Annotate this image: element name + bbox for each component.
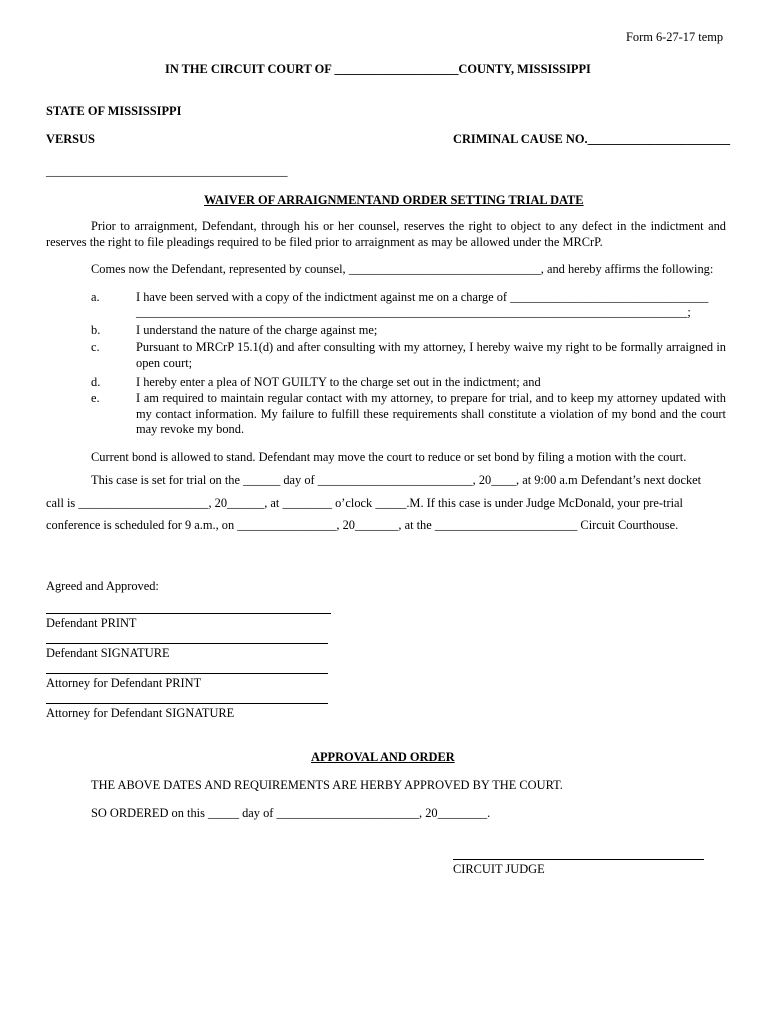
attorney-signature-label: Attorney for Defendant SIGNATURE <box>46 706 235 720</box>
court-heading: IN THE CIRCUIT COURT OF ____________________COUNTY, MISSISSIPPI <box>165 62 591 76</box>
paragraph-counsel: Comes now the Defendant, represented by counsel, _______________________________, and hereby affirms the following: <box>91 262 714 276</box>
versus-label: VERSUS <box>46 132 95 146</box>
signature-line-defendant-signature[interactable] <box>46 643 328 644</box>
item-label-b: b. <box>91 323 101 337</box>
signature-line-defendant-print[interactable] <box>46 613 331 614</box>
paragraph-reservation: Prior to arraignment, Defendant, through his or her counsel, reserves the right to object to any defect in the indictment and reserves the right to file pleadings required to be filed prior to arraignment as may be allowed under the MRCrP. <box>46 219 726 249</box>
item-text-d: I hereby enter a plea of NOT GUILTY to the charge set out in the indictment; and <box>136 375 541 389</box>
trial-line-1: This case is set for trial on the ______ day of _________________________, 20____, at 9:00 a.m Defendant’s next docket <box>91 473 702 487</box>
defendant-signature-label: Defendant SIGNATURE <box>46 646 170 660</box>
signature-line-attorney-print[interactable] <box>46 673 328 674</box>
trial-line-3: conference is scheduled for 9 a.m., on ________________, 20_______, at the _______________________ Circuit Courthouse. <box>46 518 679 532</box>
judge-signature-line[interactable] <box>453 859 704 860</box>
item-text-c: Pursuant to MRCrP 15.1(d) and after consulting with my attorney, I hereby waive my right to be formally arraigned in open court; <box>136 340 726 370</box>
item-label-d: d. <box>91 375 101 389</box>
item-label-a: a. <box>91 290 100 304</box>
agreed-approved-label: Agreed and Approved: <box>46 579 159 593</box>
document-title: WAIVER OF ARRAIGNMENTAND ORDER SETTING TRIAL DATE <box>204 193 584 207</box>
approval-order-title: APPROVAL AND ORDER <box>311 750 455 764</box>
criminal-cause-number: CRIMINAL CAUSE NO._______________________ <box>453 132 731 146</box>
trial-line-2: call is _____________________, 20______, at ________ o’clock _____.M. If this case is under Judge McDonald, your pre-trial <box>46 496 683 510</box>
bond-paragraph: Current bond is allowed to stand. Defendant may move the court to reduce or set bond by filing a motion with the court. <box>91 450 687 464</box>
state-label: STATE OF MISSISSIPPI <box>46 104 182 118</box>
signature-line-attorney-signature[interactable] <box>46 703 328 704</box>
defendant-name-blank: _______________________________________ <box>46 164 288 178</box>
circuit-judge-label: CIRCUIT JUDGE <box>453 862 545 876</box>
form-id: Form 6-27-17 temp <box>626 30 724 44</box>
attorney-print-label: Attorney for Defendant PRINT <box>46 676 202 690</box>
defendant-print-label: Defendant PRINT <box>46 616 137 630</box>
so-ordered-line: SO ORDERED on this _____ day of _______________________, 20________. <box>91 806 491 820</box>
item-label-c: c. <box>91 340 100 354</box>
item-text-a: I have been served with a copy of the indictment against me on a charge of ________________________________ <box>136 290 709 304</box>
item-text-a-continued: _________________________________________________________________________________________; <box>136 305 691 319</box>
item-text-e: I am required to maintain regular contact with my attorney, to prepare for trial, and to keep my attorney updated with my contact information. My failure to fulfill these requirements shall constitute a violation of my bond and the court may revoke my bond. <box>136 391 726 436</box>
approval-text: THE ABOVE DATES AND REQUIREMENTS ARE HERBY APPROVED BY THE COURT. <box>91 778 563 792</box>
item-label-e: e. <box>91 391 100 405</box>
item-text-b: I understand the nature of the charge against me; <box>136 323 378 337</box>
